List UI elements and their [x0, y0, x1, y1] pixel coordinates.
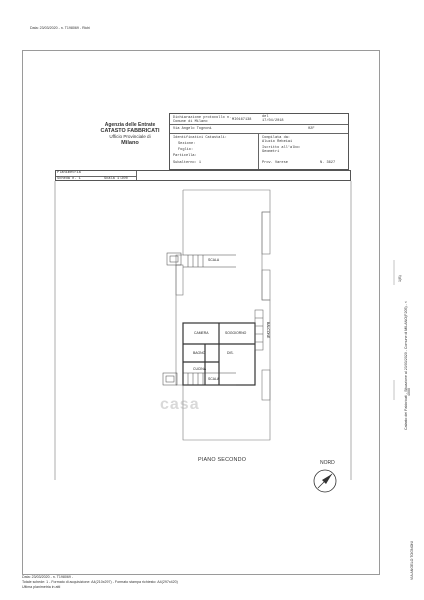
ident-title: Identificativi Catastali: — [173, 136, 227, 140]
north-arrow-icon — [310, 466, 338, 502]
side-mark-2: 4000 — [407, 388, 411, 396]
agency-catasto: CATASTO FABBRICATI — [100, 128, 160, 134]
compilata-label: Compilata da: — [262, 136, 291, 140]
plan-title: Planimetria — [57, 171, 81, 175]
room-label-scala-bottom: SCALA — [208, 377, 220, 381]
floor-label: PIANO SECONDO — [198, 457, 247, 463]
room-label-disimpegno: DIS. — [227, 351, 234, 355]
room-label-cucina: CUCINA — [193, 367, 206, 371]
plan-scale: Scala 1:200 — [104, 177, 128, 181]
del-date: 17/04/2018 — [262, 118, 284, 123]
bottom-stamp-date: Data: 23/03/2020 - n. T198069 - — [22, 575, 74, 579]
room-label-camera: CAMERA — [194, 331, 209, 335]
side-text-address: VIA ANGELO TOGNONI — [410, 540, 414, 580]
north-label: NORD — [320, 460, 335, 466]
dichiarazione-number: MI0167138 — [232, 118, 252, 122]
comune: Comune di Milano — [173, 120, 208, 124]
room-label-bagno: BAGNO — [193, 351, 206, 355]
foglio: Foglio: — [178, 148, 194, 152]
particella: Particella: — [173, 154, 197, 158]
compilata-name: Aluzio Rebeiai — [262, 140, 293, 144]
room-label-balcone: BALCONE — [266, 322, 270, 339]
subalterno: Subalterno: 1 — [173, 161, 202, 165]
watermark: casa — [160, 396, 200, 413]
side-mark-1: 1(B) — [398, 275, 402, 282]
sezione: Sezione: — [178, 142, 196, 146]
del-label: del — [262, 115, 269, 119]
room-label-scala-top: SCALA — [208, 258, 220, 262]
bottom-stamp-note: Ultima planimetria in atti — [22, 585, 61, 589]
bottom-stamp-format: Totale schede: 1 - Formato di acquisizione: A4(210x297) - Formato stampa richiesto: A4(297x420) — [22, 580, 178, 584]
agency-office: Ufficio Provinciale di — [109, 134, 151, 140]
agency-city: Milano — [121, 140, 139, 146]
dichiarazione-label: Dichiarazione protocollo n. — [173, 116, 232, 120]
agency-name: Agenzia delle Entrate — [104, 122, 156, 128]
room-label-soggiorno: SOGGIORNO — [225, 331, 247, 335]
address-street: Via Angelo Tognoni — [173, 127, 212, 131]
albo-number: N. 3627 — [320, 161, 336, 165]
side-text-catasto: Catasto dei Fabbricati - Situazione al 23/03/2020 - Comune di MILANO(F205) - < — [404, 301, 408, 430]
iscritto-label: Iscritto all'albo: — [262, 146, 301, 150]
provincia: Prov. Varese — [262, 161, 288, 165]
top-stamp: Data: 23/03/2020 - n. T198069 - Richi — [30, 26, 91, 30]
address-number: 02F — [308, 127, 315, 131]
iscritto-value: Geometri — [262, 150, 280, 154]
plan-scheda: Scheda n. 1 — [57, 177, 81, 181]
